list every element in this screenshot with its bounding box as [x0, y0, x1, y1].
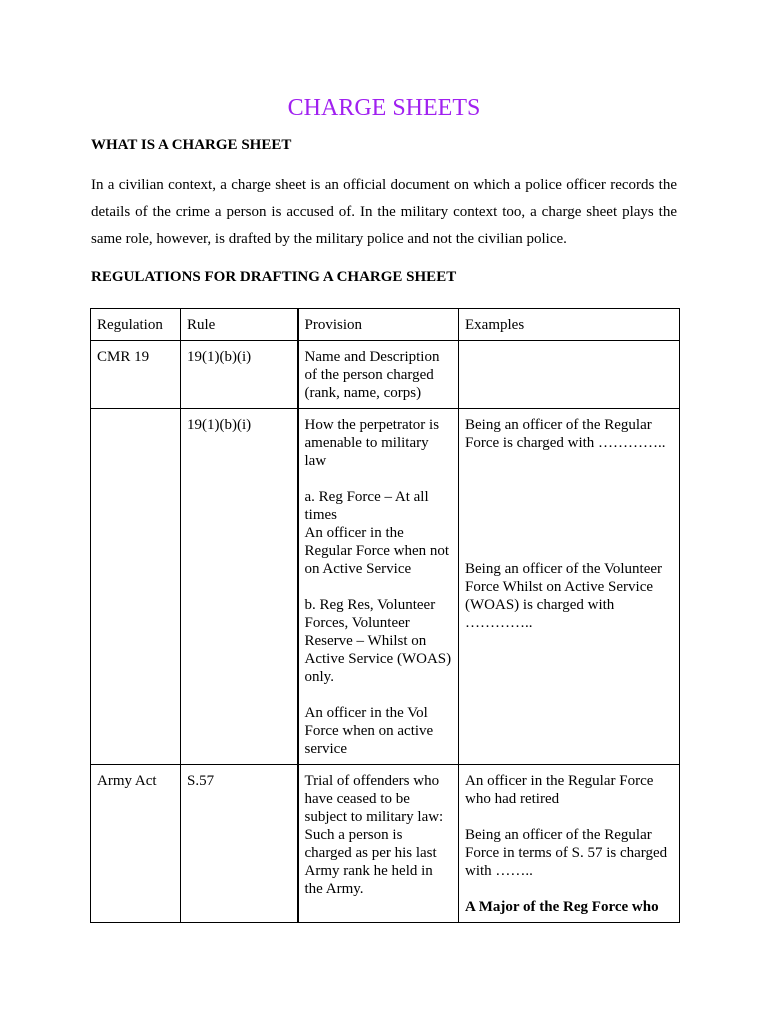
provision-line: b. Reg Res, Volunteer Forces, Volunteer Reserve – Whilst on Active Service (WOAS) only. [304, 597, 452, 685]
header-rule: Rule [181, 309, 298, 341]
section-heading-regulations: REGULATIONS FOR DRAFTING A CHARGE SHEET [91, 269, 457, 285]
example-line-bold: A Major of the Reg Force who [465, 899, 659, 915]
example-line: Being an officer of the Regular Force is charged with ………….. [465, 417, 666, 451]
cell-rule: 19(1)(b)(i) [181, 409, 298, 765]
header-provision: Provision [298, 309, 459, 341]
table-header-row [91, 309, 680, 341]
cell-regulation: CMR 19 [91, 341, 181, 409]
cell-regulation [91, 409, 181, 765]
page-title: CHARGE SHEETS [287, 95, 481, 121]
table-row [91, 341, 680, 409]
provision-line: An officer in the Regular Force when not on Active Service [304, 525, 450, 577]
cell-examples [459, 341, 680, 409]
table-row [91, 765, 680, 923]
regulations-table [90, 308, 680, 923]
provision-line: a. Reg Force – At all times [304, 489, 429, 523]
example-line: Being an officer of the Volunteer Force Whilst on Active Service (WOAS) is charged with ………….. [465, 561, 663, 631]
header-examples: Examples [459, 309, 680, 341]
table-row [91, 409, 680, 765]
provision-line: How the perpetrator is amenable to military law [304, 417, 440, 469]
cell-examples [459, 765, 680, 923]
example-line: An officer in the Regular Force who had retired [465, 773, 654, 807]
cell-rule: 19(1)(b)(i) [181, 341, 298, 409]
cell-provision [298, 765, 459, 923]
header-regulation: Regulation [91, 309, 181, 341]
provision-line: Trial of offenders who have ceased to be subject to military law: Such a person is charged as per his last Army rank he held in the Army. [304, 773, 444, 897]
cell-examples [459, 409, 680, 765]
intro-paragraph: In a civilian context, a charge sheet is an official document on which a police officer records the details of the crime a person is accused of. In the military context too, a charge sheet plays the same role, however, is drafted by the military police and not the civilian police. [91, 177, 677, 247]
section-heading-what: WHAT IS A CHARGE SHEET [91, 137, 292, 153]
provision-line: An officer in the Vol Force when on active service [304, 705, 434, 757]
cell-rule: S.57 [181, 765, 298, 923]
cell-regulation: Army Act [91, 765, 181, 923]
cell-provision [298, 341, 459, 409]
provision-line: Name and Description of the person charged (rank, name, corps) [304, 349, 440, 401]
cell-provision [298, 409, 459, 765]
example-line: Being an officer of the Regular Force in terms of S. 57 is charged with …….. [465, 827, 668, 879]
